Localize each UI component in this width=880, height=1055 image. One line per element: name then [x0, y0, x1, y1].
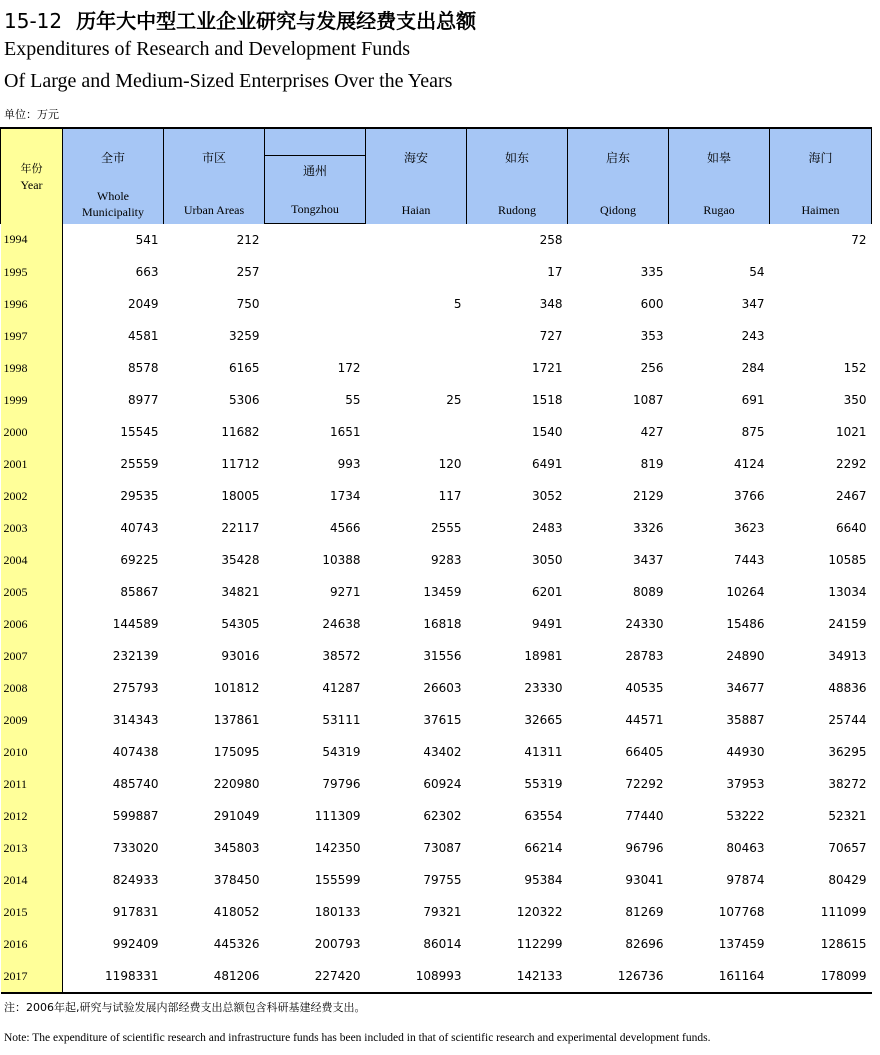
cell-tongzhou	[265, 320, 366, 352]
cell-qidong: 126736	[568, 960, 669, 993]
cell-haian: 16818	[423, 617, 462, 631]
cell-tongzhou: 155599	[314, 873, 361, 887]
header-rudong	[467, 128, 568, 224]
cell-urban: 137861	[213, 713, 260, 727]
cell-qidong: 40535	[625, 681, 664, 695]
table-body	[1, 224, 872, 994]
page-title-en-line1: Expenditures of Research and Development Funds	[4, 38, 411, 60]
cell-haian	[366, 352, 467, 384]
cell-qidong: 1087	[632, 393, 664, 407]
cell-haimen: 10585	[828, 553, 867, 567]
cell-urban: 212	[236, 232, 260, 247]
cell-haimen: 1021	[835, 425, 867, 439]
header-tongzhou-spacer	[265, 128, 366, 156]
data-table	[0, 127, 872, 994]
cell-qidong: 66405	[625, 745, 664, 759]
cell-haimen: 350	[843, 393, 867, 407]
cell-qidong: 427	[640, 425, 664, 439]
cell-whole: 917831	[112, 905, 159, 919]
cell-haian: 2555	[430, 521, 462, 535]
cell-rugao: 691	[741, 393, 765, 407]
note-en: Note: The expenditure of scientific research and infrastructure funds has been included in that of scientific research and experimental development funds.	[4, 1032, 711, 1044]
cell-tongzhou: 54319	[322, 745, 361, 759]
row-year: 1994	[1, 224, 63, 257]
header-year-en: Year	[20, 178, 43, 192]
cell-urban: 93016	[221, 649, 260, 663]
cell-urban: 418052	[213, 905, 260, 919]
cell-qidong: 2129	[632, 489, 664, 503]
cell-rudong: 2483	[531, 521, 563, 535]
cell-rudong: 348	[539, 297, 563, 311]
cell-haimen: 70657	[828, 841, 867, 855]
cell-rugao: 37953	[726, 777, 765, 791]
cell-tongzhou: 9271	[329, 585, 361, 599]
cell-qidong: 24330	[625, 617, 664, 631]
cell-haimen: 111099	[820, 905, 867, 919]
header-qidong	[568, 128, 669, 224]
row-year: 2014	[1, 864, 63, 896]
cell-tongzhou: 53111	[322, 713, 361, 727]
cell-qidong: 96796	[625, 841, 664, 855]
cell-haian: 108993	[366, 960, 467, 993]
cell-haimen: 6640	[835, 521, 867, 535]
cell-whole: 733020	[112, 841, 159, 855]
cell-haimen: 34913	[828, 649, 867, 663]
cell-tongzhou	[265, 256, 366, 288]
cell-tongzhou: 111309	[314, 809, 361, 823]
cell-haimen: 38272	[828, 777, 867, 791]
row-year: 1998	[1, 352, 63, 384]
cell-rugao: 161164	[669, 960, 770, 993]
row-year: 2005	[1, 576, 63, 608]
cell-tongzhou	[265, 224, 366, 257]
cell-rugao: 34677	[726, 681, 765, 695]
cell-urban: 378450	[213, 873, 260, 887]
header-rugao-en: Rugao	[703, 202, 735, 217]
table-row	[1, 224, 872, 257]
cell-whole: 4581	[127, 329, 159, 343]
cell-rudong: 1540	[531, 425, 563, 439]
cell-whole: 485740	[112, 777, 159, 791]
header-haian-en: Haian	[401, 202, 431, 217]
cell-haian	[366, 416, 467, 448]
header-tongzhou-en: Tongzhou	[291, 202, 339, 216]
cell-rudong: 55319	[524, 777, 563, 791]
cell-urban: 22117	[221, 521, 260, 535]
row-year: 2017	[1, 960, 63, 993]
table-row	[1, 544, 872, 576]
cell-tongzhou: 1651	[329, 425, 361, 439]
cell-urban: 750	[236, 297, 260, 311]
header-tongzhou	[265, 156, 366, 224]
cell-haimen: 80429	[828, 873, 867, 887]
cell-rudong: 3052	[531, 489, 563, 503]
cell-urban: 5306	[228, 393, 260, 407]
cell-qidong	[568, 224, 669, 257]
cell-qidong: 335	[640, 265, 664, 279]
cell-rudong: 6201	[531, 585, 563, 599]
header-urban-en: Urban Areas	[183, 202, 245, 217]
unit-label: 单位：万元	[4, 108, 59, 121]
header-haian-cn: 海安	[403, 151, 428, 165]
cell-urban: 54305	[221, 617, 260, 631]
cell-rugao: 284	[741, 361, 765, 375]
cell-qidong: 600	[640, 297, 664, 311]
table-row	[1, 512, 872, 544]
cell-qidong: 77440	[625, 809, 664, 823]
cell-qidong: 256	[640, 361, 664, 375]
cell-urban: 35428	[221, 553, 260, 567]
table-row	[1, 352, 872, 384]
cell-rugao: 7443	[733, 553, 765, 567]
cell-rugao: 35887	[726, 713, 765, 727]
cell-tongzhou: 41287	[322, 681, 361, 695]
cell-rugao: 53222	[726, 809, 765, 823]
header-year	[1, 128, 63, 224]
table-row	[1, 448, 872, 480]
page-title-cn	[4, 5, 476, 34]
cell-whole: 29535	[120, 489, 159, 503]
cell-tongzhou: 1734	[329, 489, 361, 503]
cell-rudong: 120322	[516, 905, 563, 919]
cell-rudong: 1518	[531, 393, 563, 407]
cell-whole: 824933	[112, 873, 159, 887]
cell-urban: 481206	[164, 960, 265, 993]
table-row	[1, 608, 872, 640]
header-urban-areas	[164, 128, 265, 224]
table-row	[1, 704, 872, 736]
cell-whole: 25559	[120, 457, 159, 471]
cell-urban: 257	[236, 265, 260, 279]
cell-haian	[366, 224, 467, 257]
cell-rudong: 17	[547, 265, 563, 279]
cell-haian: 5	[453, 297, 462, 311]
cell-haimen: 152	[843, 361, 867, 375]
table-row	[1, 288, 872, 320]
cell-haimen	[770, 288, 872, 320]
cell-whole: 15545	[120, 425, 159, 439]
cell-whole: 314343	[112, 713, 159, 727]
cell-haimen: 48836	[828, 681, 867, 695]
header-haimen	[770, 128, 872, 224]
cell-rugao: 15486	[726, 617, 765, 631]
cell-haian: 25	[446, 393, 462, 407]
cell-haian: 79755	[423, 873, 462, 887]
header-rugao	[669, 128, 770, 224]
table-row	[1, 736, 872, 768]
cell-haian: 26603	[423, 681, 462, 695]
row-year: 2002	[1, 480, 63, 512]
cell-tongzhou: 227420	[265, 960, 366, 993]
cell-haian: 43402	[423, 745, 462, 759]
table-row	[1, 320, 872, 352]
cell-rudong: 6491	[531, 457, 563, 471]
table-row	[1, 896, 872, 928]
cell-haimen: 25744	[828, 713, 867, 727]
cell-haimen: 2292	[835, 457, 867, 471]
cell-haian: 79321	[423, 905, 462, 919]
cell-qidong: 8089	[632, 585, 664, 599]
cell-rugao: 107768	[718, 905, 765, 919]
cell-haimen: 72	[851, 232, 867, 247]
cell-whole: 599887	[112, 809, 159, 823]
cell-rugao: 3766	[733, 489, 765, 503]
cell-haian	[366, 256, 467, 288]
cell-rugao: 3623	[733, 521, 765, 535]
cell-whole: 232139	[112, 649, 159, 663]
cell-tongzhou: 55	[345, 393, 361, 407]
cell-qidong: 819	[640, 457, 664, 471]
header-rudong-en: Rudong	[497, 202, 536, 217]
cell-qidong: 44571	[625, 713, 664, 727]
cell-haimen: 128615	[820, 937, 867, 951]
cell-whole: 40743	[120, 521, 159, 535]
cell-haian: 13459	[423, 585, 462, 599]
cell-tongzhou: 10388	[322, 553, 361, 567]
cell-tongzhou: 4566	[329, 521, 361, 535]
cell-haimen: 178099	[770, 960, 872, 993]
cell-haian: 9283	[430, 553, 462, 567]
cell-rudong: 142133	[467, 960, 568, 993]
note-cn: 注：2006年起,研究与试验发展内部经费支出总额包含科研基建经费支出。	[4, 1001, 366, 1014]
cell-rudong: 3050	[531, 553, 563, 567]
row-year: 2000	[1, 416, 63, 448]
row-year: 2012	[1, 800, 63, 832]
cell-haian	[366, 320, 467, 352]
header-tongzhou-cn: 通州	[302, 164, 327, 178]
cell-rugao: 44930	[726, 745, 765, 759]
cell-haimen: 13034	[828, 585, 867, 599]
cell-rugao: 4124	[733, 457, 765, 471]
row-year: 1997	[1, 320, 63, 352]
cell-urban: 291049	[213, 809, 260, 823]
cell-haimen: 24159	[828, 617, 867, 631]
cell-urban: 18005	[221, 489, 260, 503]
cell-rugao: 10264	[726, 585, 765, 599]
cell-tongzhou	[265, 288, 366, 320]
cell-rugao: 243	[741, 329, 765, 343]
header-qidong-cn: 启东	[605, 151, 630, 165]
cell-rugao: 24890	[726, 649, 765, 663]
row-year: 2001	[1, 448, 63, 480]
cell-rugao: 97874	[726, 873, 765, 887]
cell-qidong: 353	[640, 329, 664, 343]
cell-urban: 101812	[213, 681, 260, 695]
row-year: 2009	[1, 704, 63, 736]
header-year-cn: 年份	[20, 162, 43, 175]
cell-rudong: 41311	[524, 745, 563, 759]
table-row	[1, 800, 872, 832]
cell-haimen: 2467	[835, 489, 867, 503]
table-row	[1, 832, 872, 864]
cell-rudong: 727	[539, 329, 563, 343]
cell-haian: 120	[438, 457, 462, 471]
cell-haian: 60924	[423, 777, 462, 791]
cell-haian: 37615	[423, 713, 462, 727]
cell-qidong: 93041	[625, 873, 664, 887]
cell-rudong: 63554	[524, 809, 563, 823]
cell-rudong: 32665	[524, 713, 563, 727]
cell-haimen: 52321	[828, 809, 867, 823]
table-row	[1, 864, 872, 896]
cell-urban: 3259	[228, 329, 260, 343]
cell-rudong: 112299	[516, 937, 563, 951]
cell-tongzhou: 172	[337, 361, 361, 375]
table-row	[1, 928, 872, 960]
cell-rugao: 54	[749, 265, 765, 279]
cell-haian: 73087	[423, 841, 462, 855]
table-row	[1, 960, 872, 993]
cell-urban: 345803	[213, 841, 260, 855]
cell-whole: 407438	[112, 745, 159, 759]
cell-rugao	[669, 224, 770, 257]
table-number: 15-12	[4, 9, 63, 33]
cell-whole: 144589	[112, 617, 159, 631]
cell-haimen: 36295	[828, 745, 867, 759]
table-row	[1, 416, 872, 448]
cell-tongzhou: 38572	[322, 649, 361, 663]
row-year: 2010	[1, 736, 63, 768]
row-year: 1999	[1, 384, 63, 416]
page-title-en-line2: Of Large and Medium-Sized Enterprises Over the Years	[4, 70, 453, 92]
cell-haian: 31556	[423, 649, 462, 663]
cell-tongzhou: 24638	[322, 617, 361, 631]
cell-rudong: 18981	[524, 649, 563, 663]
header-whole-municipality	[63, 128, 164, 224]
cell-tongzhou: 142350	[314, 841, 361, 855]
row-year: 2006	[1, 608, 63, 640]
cell-rudong: 1721	[531, 361, 563, 375]
row-year: 2011	[1, 768, 63, 800]
row-year: 2007	[1, 640, 63, 672]
cell-whole: 85867	[120, 585, 159, 599]
cell-whole: 2049	[127, 297, 159, 311]
row-year: 2008	[1, 672, 63, 704]
header-rugao-cn: 如皋	[706, 151, 731, 165]
row-year: 2003	[1, 512, 63, 544]
cell-urban: 6165	[228, 361, 260, 375]
cell-qidong: 72292	[625, 777, 664, 791]
cell-tongzhou: 993	[337, 457, 361, 471]
row-year: 1995	[1, 256, 63, 288]
cell-urban: 445326	[213, 937, 260, 951]
cell-haimen	[770, 320, 872, 352]
cell-rugao: 80463	[726, 841, 765, 855]
row-year: 2015	[1, 896, 63, 928]
title-cn-text: 历年大中型工业企业研究与发展经费支出总额	[76, 9, 477, 33]
cell-whole: 275793	[112, 681, 159, 695]
cell-urban: 175095	[213, 745, 260, 759]
cell-whole: 1198331	[63, 960, 164, 993]
cell-tongzhou: 79796	[322, 777, 361, 791]
cell-rugao: 137459	[718, 937, 765, 951]
cell-tongzhou: 200793	[314, 937, 361, 951]
table-row	[1, 768, 872, 800]
cell-qidong: 82696	[625, 937, 664, 951]
cell-urban: 11712	[221, 457, 260, 471]
cell-rudong: 66214	[524, 841, 563, 855]
table-row	[1, 480, 872, 512]
row-year: 2016	[1, 928, 63, 960]
row-year: 2013	[1, 832, 63, 864]
header-haimen-cn: 海门	[808, 151, 833, 165]
header-urban-cn: 市区	[201, 151, 226, 165]
cell-urban: 34821	[221, 585, 260, 599]
row-year: 1996	[1, 288, 63, 320]
header-rudong-cn: 如东	[504, 151, 529, 165]
cell-tongzhou: 180133	[314, 905, 361, 919]
cell-whole: 8977	[127, 393, 159, 407]
table-row	[1, 640, 872, 672]
cell-whole: 69225	[120, 553, 159, 567]
cell-rudong: 9491	[531, 617, 563, 631]
table-row	[1, 384, 872, 416]
cell-rugao: 875	[741, 425, 765, 439]
cell-qidong: 3326	[632, 521, 664, 535]
row-year: 2004	[1, 544, 63, 576]
header-haian	[366, 128, 467, 224]
table-row	[1, 576, 872, 608]
cell-rugao: 347	[741, 297, 765, 311]
cell-haian: 62302	[423, 809, 462, 823]
cell-whole: 8578	[127, 361, 159, 375]
cell-rudong: 95384	[524, 873, 563, 887]
cell-rudong: 258	[539, 232, 563, 247]
table-row	[1, 672, 872, 704]
cell-rudong: 23330	[524, 681, 563, 695]
cell-qidong: 81269	[625, 905, 664, 919]
header-haimen-en: Haimen	[801, 202, 840, 217]
cell-urban: 220980	[213, 777, 260, 791]
cell-haian: 86014	[423, 937, 462, 951]
cell-haimen	[770, 256, 872, 288]
cell-haian: 117	[438, 489, 462, 503]
cell-whole: 541	[135, 232, 159, 247]
cell-whole: 992409	[112, 937, 159, 951]
header-whole-en: Whole Municipality	[82, 188, 144, 219]
cell-urban: 11682	[221, 425, 260, 439]
cell-qidong: 3437	[632, 553, 664, 567]
cell-whole: 663	[135, 265, 159, 279]
header-qidong-en: Qidong	[600, 202, 636, 217]
header-whole-cn: 全市	[100, 151, 125, 165]
table-row	[1, 256, 872, 288]
cell-qidong: 28783	[625, 649, 664, 663]
